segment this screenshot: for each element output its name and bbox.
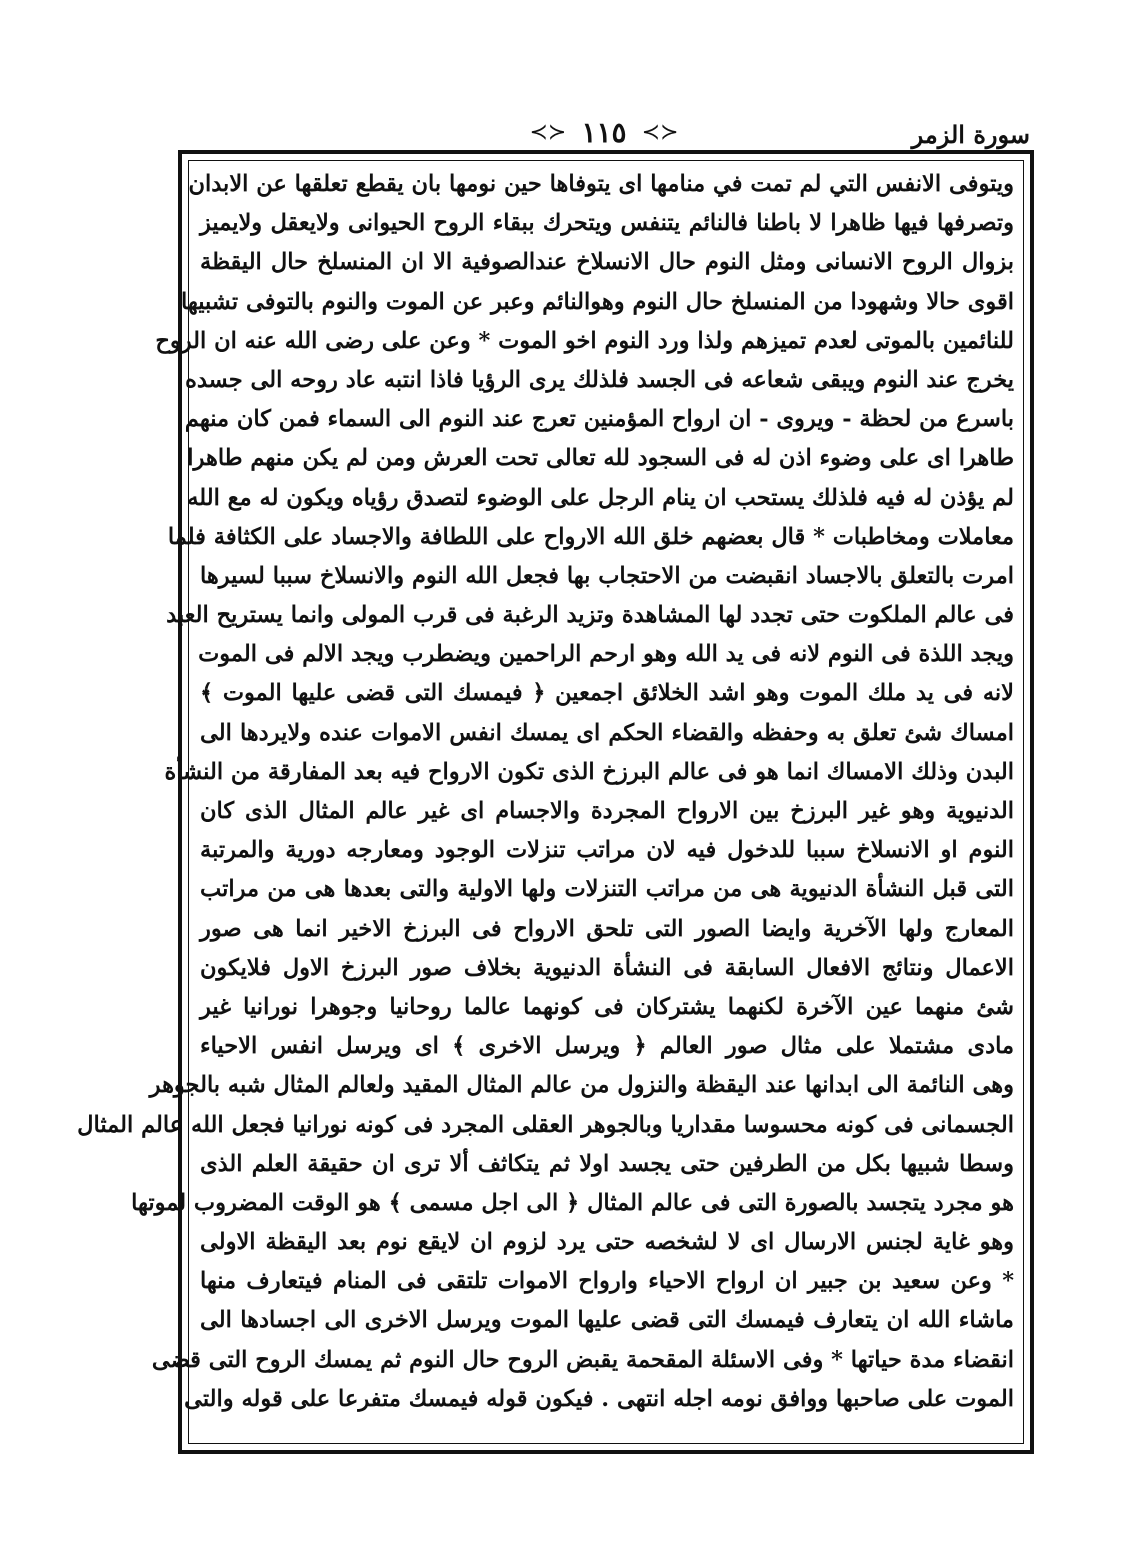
text-line: اقوى حالا وشهودا من المنسلخ حال النوم وهوالنائم وعبر عن الموت والنوم بالتوفى تشبيها <box>180 288 1014 315</box>
text-line: المعارج ولها الآخرية وايضا الصور التى تلحق الارواح فى البرزخ الاخير انما هى صور <box>200 915 1014 942</box>
text-line: هو مجرد يتجسد بالصورة التى فى عالم المثال ﴿ الى اجل مسمى ﴾ هو الوقت المضروب لموتها <box>131 1189 1014 1216</box>
text-line: * وعن سعيد بن جبير ان ارواح الاحياء وارواح الاموات تلتقى فى المنام فيتعارف منها <box>200 1268 1014 1295</box>
text-line: انقضاء مدة حياتها * وفى الاسئلة المقحمة يقبض الروح حال النوم ثم يمسك الروح التى قضى <box>151 1346 1014 1373</box>
text-line: امرت بالتعلق بالاجساد انقبضت من الاحتجاب بها فجعل الله النوم والانسلاخ سببا لسيرها <box>200 562 1014 589</box>
text-line: بزوال الروح الانسانى ومثل النوم حال الانسلاخ عندالصوفية الا ان المنسلخ حال اليقظة <box>200 249 1014 276</box>
page-number-group <box>178 116 1030 150</box>
text-line: شئ منهما عين الآخرة لكنهما يشتركان فى كونهما عالما روحانيا وجوهرا نورانيا غير <box>200 993 1014 1020</box>
page-number: ١١٥ <box>581 116 627 149</box>
text-line: وهى النائمة الى ابدانها عند اليقظة والنزول من عالم المثال المقيد ولعالم المثال شبه بالجوهر <box>149 1072 1014 1099</box>
text-line: الموت على صاحبها ووافق نومه اجله انتهى . فيكون قوله فيمسك متفرعا على قوله والتى <box>184 1385 1014 1412</box>
right-ornament-icon: ≺≻ <box>641 120 679 145</box>
text-line: ويتوفى الانفس التي لم تمت في منامها اى يتوفاها حين نومها بان يقطع تعلقها عن الابدان <box>188 171 1014 197</box>
text-line: فى عالم الملكوت حتى تجدد لها المشاهدة وتزيد الرغبة فى قرب المولى وانما يستريح العبد <box>166 602 1014 629</box>
text-line: معاملات ومخاطبات * قال بعضهم خلق الله الارواح على اللطافة والاجساد على الكثافة فلما <box>167 523 1014 550</box>
text-line: ماشاء الله ان يتعارف فيمسك التى قضى عليها الموت ويرسل الاخرى الى اجسادها الى <box>200 1307 1014 1334</box>
body-text <box>77 165 1014 1445</box>
text-line: مادى مشتملا على مثال صور العالم ﴿ ويرسل الاخرى ﴾ اى ويرسل انفس الاحياء <box>200 1033 1014 1060</box>
text-line: لم يؤذن له فيه فلذلك يستحب ان ينام الرجل على الوضوء لتصدق رؤياه ويكون له مع الله <box>187 484 1014 511</box>
text-line: للنائمين بالموتى لعدم تميزهم ولذا ورد النوم اخو الموت * وعن على رضى الله عنه ان الروح <box>155 327 1014 354</box>
text-line: ويجد اللذة فى النوم لانه فى يد الله وهو ارحم الراحمين ويضطرب ويجد الالم فى الموت <box>198 641 1014 668</box>
surah-title: سورة الزمر <box>911 120 1030 149</box>
text-line: باسرع من لحظة - ويروى - ان ارواح المؤمنين تعرج عند النوم الى السماء فمن كان منهم <box>184 406 1014 433</box>
text-line: النوم او الانسلاخ سببا للدخول فيه لان مراتب تنزلات الوجود ومعارجه دورية والمرتبة <box>200 837 1014 864</box>
text-line: لانه فى يد ملك الموت وهو اشد الخلائق اجمعين ﴿ فيمسك التى قضى عليها الموت ﴾ <box>200 680 1014 707</box>
text-line: البدن وذلك الامساك انما هو فى عالم البرزخ الذى تكون الارواح فيه بعد المفارقة من النشأة <box>164 758 1014 785</box>
text-line: وهو غاية لجنس الارسال اى لا لشخصه حتى يرد لزوم ان لايقع نوم بعد اليقظة الاولى <box>200 1229 1014 1256</box>
text-line: يخرج عند النوم ويبقى شعاعه فى الجسد فلذلك يرى الرؤيا فاذا انتبه عاد روحه الى جسده <box>185 366 1014 393</box>
text-line: الاعمال ونتائج الافعال السابقة فى النشأة الدنيوية بخلاف صور البرزخ الاول فلايكون <box>200 954 1014 981</box>
text-line: الجسمانى فى كونه محسوسا مقداريا وبالجوهر العقلى المجرد فى كونه نورانيا فجعل الله عالم المثال <box>77 1111 1014 1138</box>
text-line: التى قبل النشأة الدنيوية هى من مراتب التنزلات ولها الاولية والتى بعدها هى من مراتب <box>200 876 1014 903</box>
left-ornament-icon: ≺≻ <box>529 120 567 145</box>
text-line: الدنيوية وهو غير البرزخ بين الارواح المجردة والاجسام اى غير عالم المثال الذى كان <box>200 798 1014 824</box>
text-line: وسطا شبيها بكل من الطرفين حتى يجسد اولا ثم يتكاثف ألا ترى ان حقيقة العلم الذى <box>200 1150 1014 1177</box>
text-line: طاهرا اى على وضوء اذن له فى السجود لله تعالى تحت العرش ومن لم يكن منهم طاهرا <box>187 445 1014 472</box>
text-line: امساك شئ تعلق به وحفظه والقضاء الحكم اى يمسك انفس الاموات عنده ولايردها الى <box>200 719 1014 746</box>
text-line: وتصرفها فيها ظاهرا لا باطنا فالنائم يتنفس ويتحرك ببقاء الروح الحيوانى ولايعقل ولايميز <box>200 210 1014 237</box>
